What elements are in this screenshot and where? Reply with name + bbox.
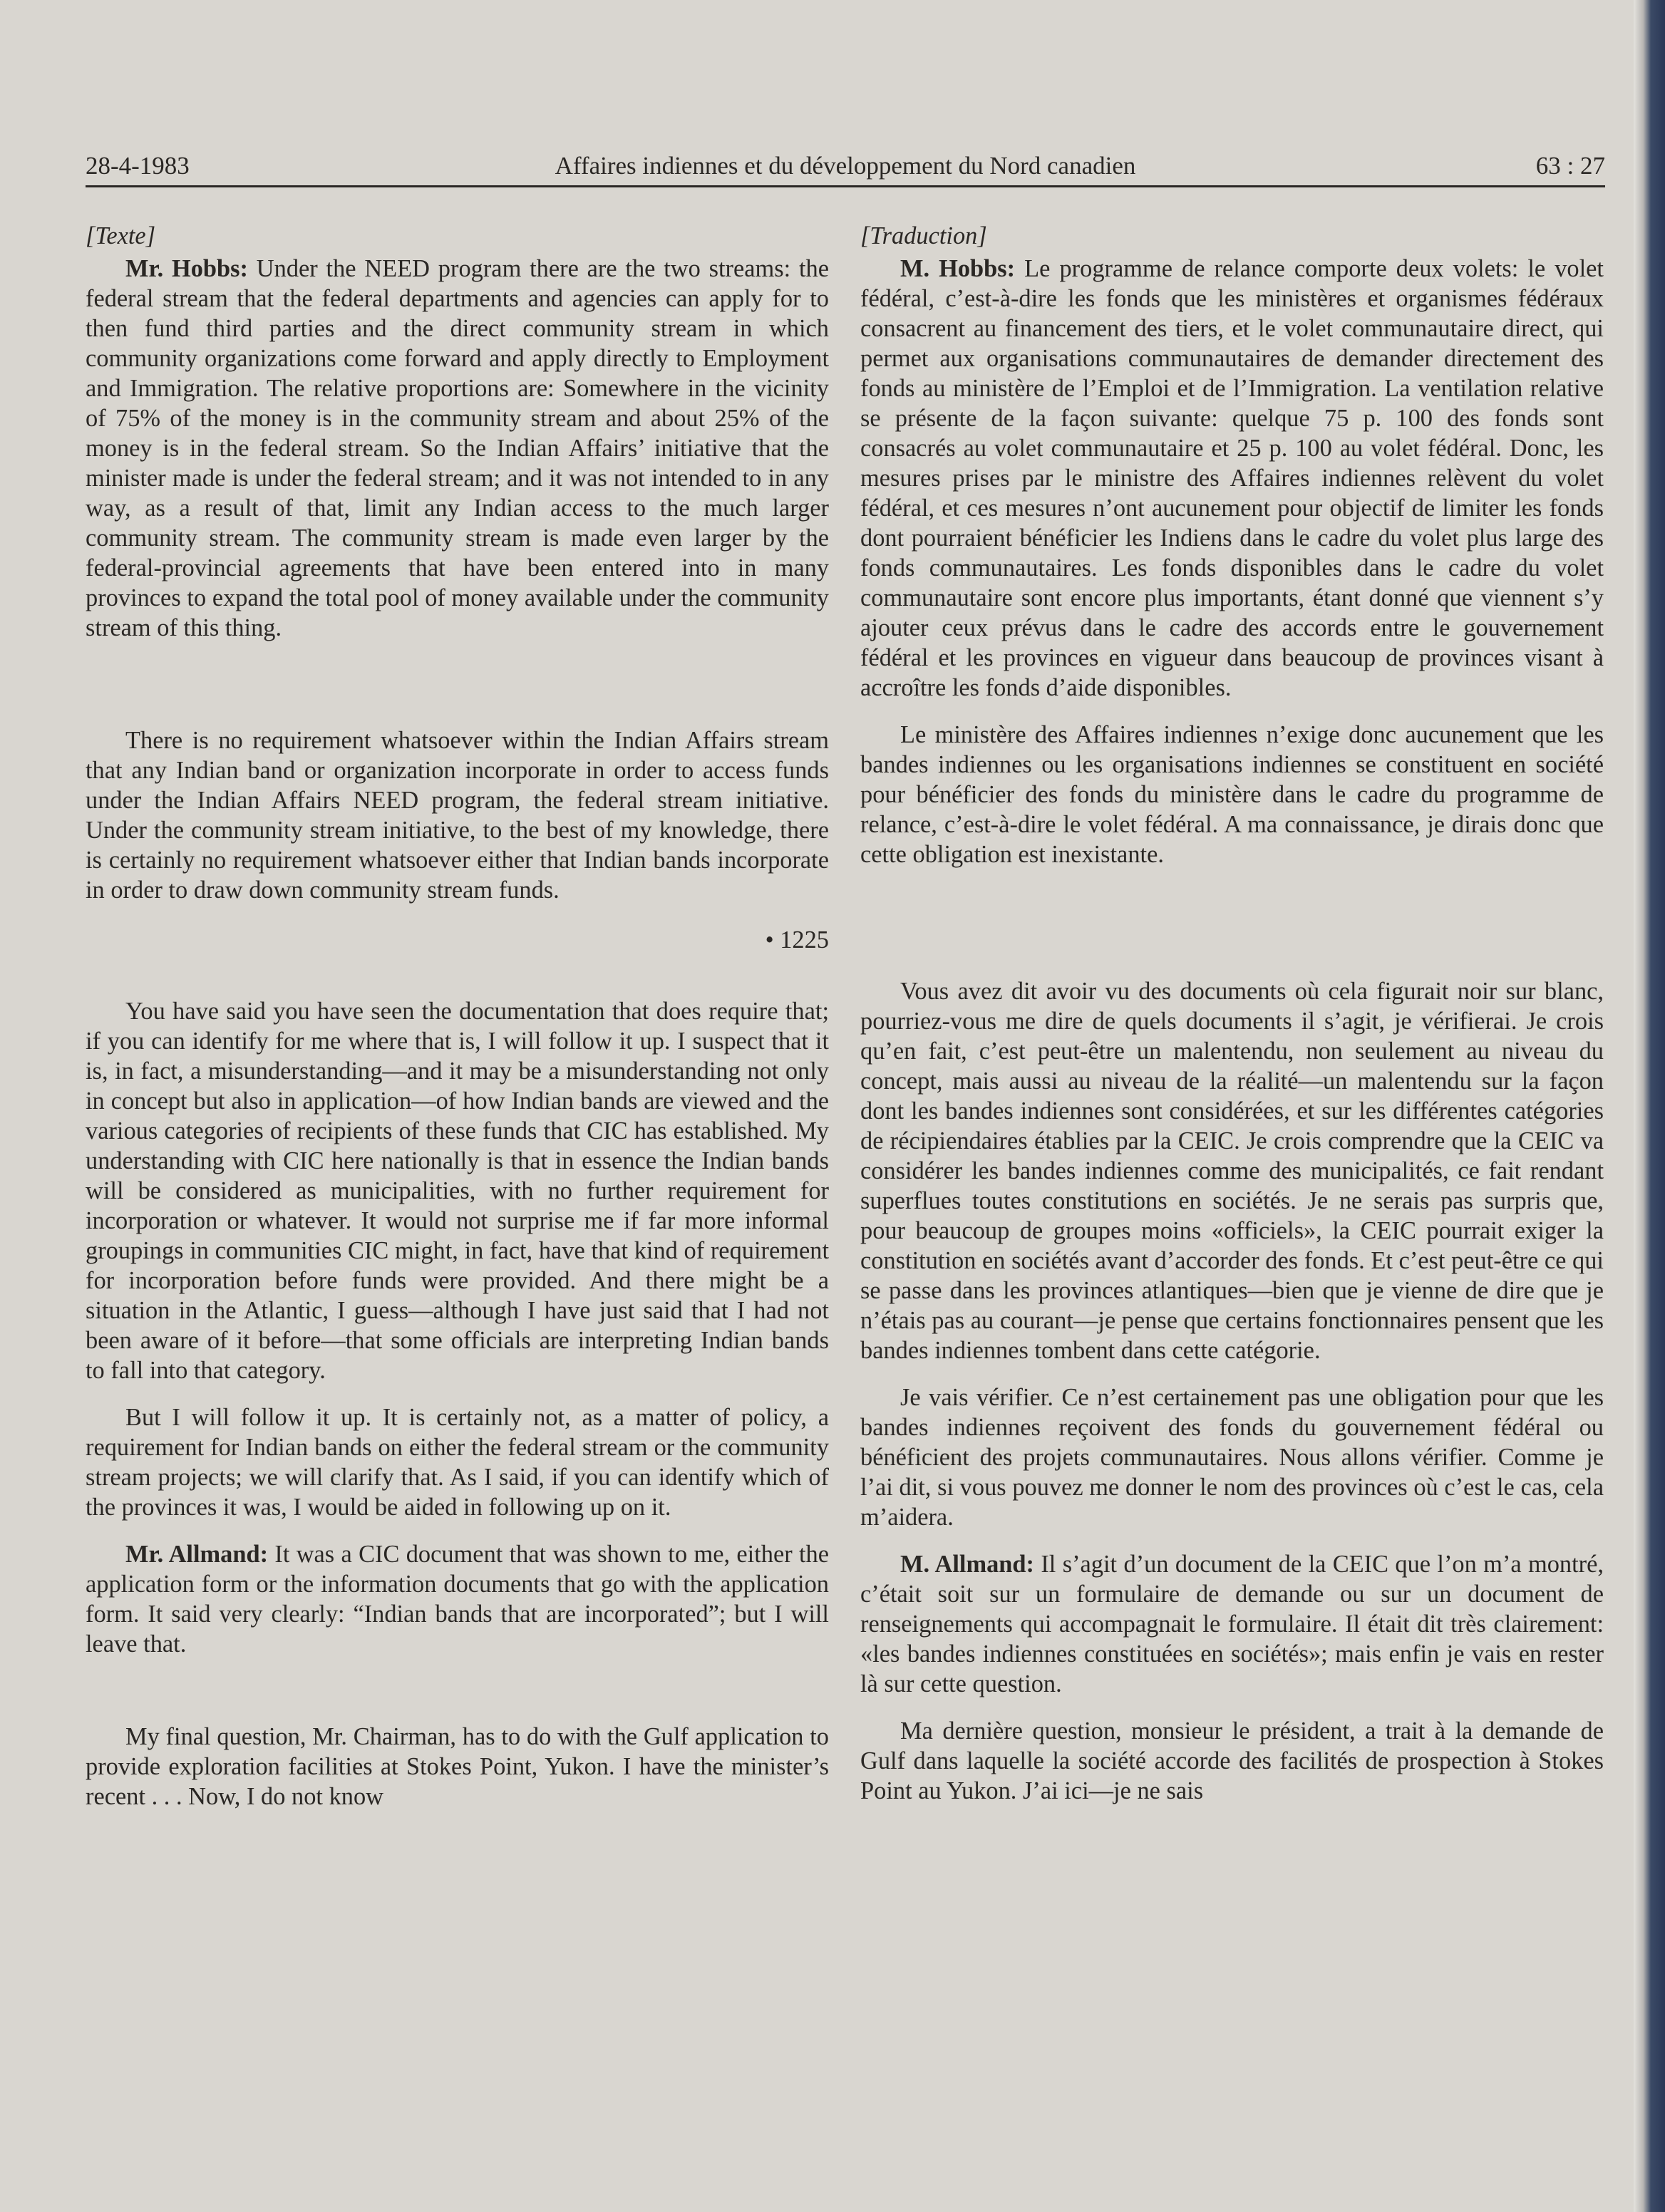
paragraph: Le ministère des Affaires indiennes n’exige donc aucunement que les bandes indiennes ou les organisations indiennes se constituent en société pour bénéficier des fonds du ministère dans le cadre du programme de relance, c’est-à-dire le volet fédéral. A ma connaissance, je dirais donc que cette obligation est inexistante. [860,721,1604,868]
french-column [860,221,1604,2202]
speech-text: Le programme de relance comporte deux volets: le volet fédéral, c’est-à-dire les fonds que les ministères et organismes fédéraux consacrent au financement des tiers, et le volet communautaire direct, qui permet aux organisations communautaires de demander directement des fonds au ministère de l’Emploi et de l’Immigration. La ventilation relative se présente de la façon suivante: quelque 75 p. 100 des fonds sont consacrés au volet communautaire et 25 p. 100 au volet fédéral. Donc, les mesures prises par le ministre des Affaires indiennes relèvent du volet fédéral, et ces mesures n’ont aucunement pour objectif de limiter les fonds dont pourraient bénéficier les Indiens dans le cadre du volet plus large des fonds communautaires. Les fonds disponibles dans le cadre du volet communautaire sont encore plus importants, étant donné que viennent s’y ajouter ceux prévus dans le cadre des accords entre le gouvernement fédéral et les provinces en vigueur dans beaucoup de provinces visant à accroître les fonds d’aide disponibles. [860,255,1604,701]
paragraph: Je vais vérifier. Ce n’est certainement pas une obligation pour que les bandes indiennes reçoivent des fonds du gouvernement fédéral ou bénéficient des projets communautaires. Nous allons vérifier. Comme je l’ai dit, si vous pouvez me donner le nom des provinces où c’est le cas, cela m’aidera. [860,1384,1604,1531]
speech-text: Il s’agit d’un document de la CEIC que l’on m’a montré, c’était soit sur un formulaire de demande ou sur un document de renseignements qui accompagnait le formulaire. Il était dit très clairement: «les bandes indiennes constituées en sociétés»; mais enfin je vais en rester là sur cette question. [860,1551,1604,1697]
paragraph-allmand [860,1549,1604,1699]
paragraph-allmand [86,1539,829,1659]
speech-text: It was a CIC document that was shown to me, either the application form or the information documents that go with the application form. It said very clearly: “Indian bands that are incorporated”; but I will leave that. [86,1541,830,1658]
paragraph: But I will follow it up. It is certainly not, as a matter of policy, a requirement for Indian bands on either the federal stream or the community stream projects; we will clarify that. As I said, if you can identify which of the provinces it was, I would be aided in following up on it. [86,1404,829,1521]
paragraph: There is no requirement whatsoever within the Indian Affairs stream that any Indian band or organization incorporate in order to access funds under the Indian Affairs NEED program, the federal stream initiative. Under the community stream initiative, to the best of my knowledge, there is certainly no requirement whatsoever either that Indian bands incorporate in order to draw down community stream funds. [86,727,829,904]
paragraph: My final question, Mr. Chairman, has to do with the Gulf application to provide exploration facilities at Stokes Point, Yukon. I have the minister’s recent . . . Now, I do not know [86,1723,829,1810]
speaker-name: Mr. Allmand: [125,1541,269,1568]
paragraph-hobbs [860,254,1604,703]
binding-edge [1634,0,1665,2212]
paragraph: You have said you have seen the documentation that does require that; if you can identify for me where that is, I will follow it up. I suspect that it is, in fact, a misunderstanding—and it may be a misunderstanding not only in concept but also in application—of how Indian bands are viewed and the various categories of recipients of these funds that CIC has established. My understanding with CIC here nationally is that in essence the Indian bands will be considered as municipalities, with no further requirement for incorporation or whatever. It would not surprise me if far more informal groupings in communities CIC might, in fact, have that kind of requirement for incorporation before funds were provided. And there might be a situation in the Atlantic, I guess—although I have just said that I had not been aware of it before—that some officials are interpreting Indian bands to fall into that category. [86,998,829,1384]
speech-text: Under the NEED program there are the two streams: the federal stream that the federal departments and agencies can apply for to then fund third parties and the direct community stream in which community organizations come forward and apply directly to Employment and Immigration. The relative proportions are: Somewhere in the vicinity of 75% of the money is in the community stream and about 25% of the money is in the federal stream. So the Indian Affairs’ initiative that the minister made is under the federal stream; and it was not intended to in any way, as a result of that, limit any Indian access to the much larger community stream. The community stream is made even larger by the federal-provincial agreements that have been entered into in many provinces to expand the total pool of money available under the community stream of this thing. [86,255,830,641]
speaker-name: M. Allmand: [900,1551,1034,1578]
time-marker: • 1225 [765,926,829,953]
paragraph-hobbs [86,254,829,643]
paragraph: Ma dernière question, monsieur le président, a trait à la demande de Gulf dans laquelle la société accorde des facilités de prospection à Stokes Point au Yukon. J’ai ici—je ne sais [860,1717,1604,1804]
header-date: 28-4-1983 [86,152,190,180]
speaker-name: Mr. Hobbs: [125,255,248,282]
header-title: Affaires indiennes et du développement du Nord canadien [555,152,1136,180]
speaker-name: M. Hobbs: [900,255,1016,282]
paragraph: Vous avez dit avoir vu des documents où cela figurait noir sur blanc, pourriez-vous me dire de quels documents il s’agit, je vérifierai. Je crois qu’en fait, c’est peut-être un malentendu, non seulement au niveau du concept, mais aussi au niveau de la réalité—un malentendu sur la façon dont les bandes indiennes sont considérées, et sur les différentes catégories de récipiendaires établies par la CEIC. Je crois comprendre que la CEIC va considérer les bandes indiennes comme des municipalités, ce fait rendant superflues toutes constitutions en sociétés. Je ne serais pas surpris que, pour beaucoup de groupes moins «officiels», la CEIC pourrait exiger la constitution en sociétés avant d’accorder des fonds. Et c’est peut-être ce qui se passe dans les provinces atlantiques—bien que je vienne de dire que je n’étais pas au courant—je pense que certains fonctionnaires pensent que les bandes indiennes tombent dans cette catégorie. [860,978,1604,1364]
english-column [86,221,829,2202]
header-page-number: 63 : 27 [1535,152,1605,180]
language-tag: [Texte] [86,222,156,249]
running-header [86,146,1605,187]
language-tag: [Traduction] [860,222,987,249]
